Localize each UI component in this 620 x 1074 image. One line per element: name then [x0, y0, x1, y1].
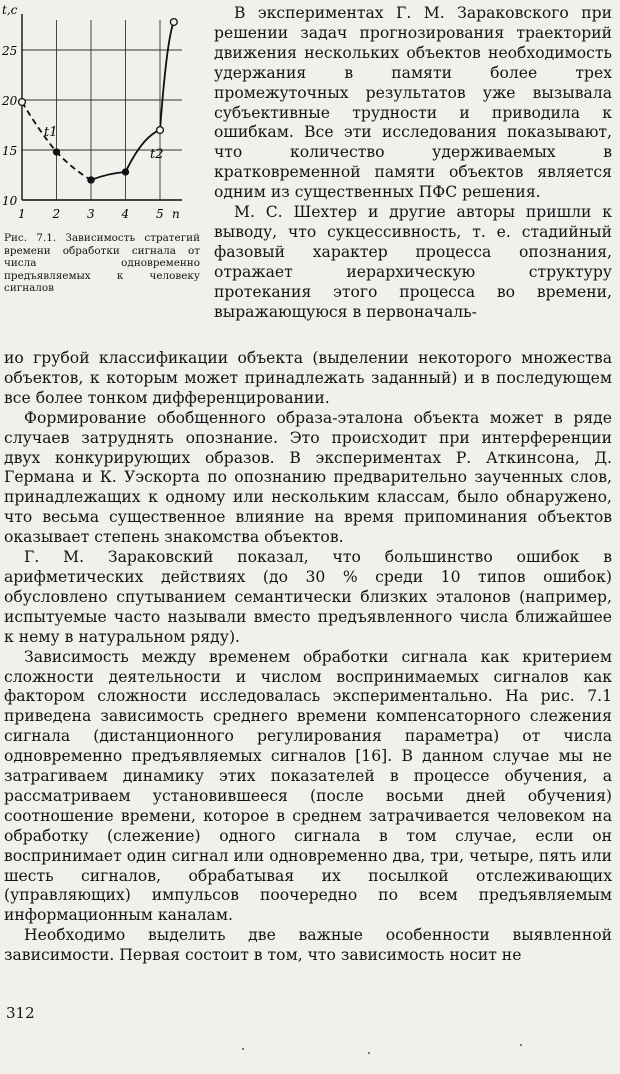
y-tick-label: 20	[2, 94, 18, 108]
curve-label-t1: t1	[44, 125, 58, 140]
curve-label-t2: t2	[150, 147, 164, 162]
scan-speck	[368, 1052, 370, 1054]
paragraph-zarakovsky: В экспериментах Г. М. Зараковского при решении задач прогнозирования траекторий движения нескольких объектов необходимость удержания в памяти более трех промежуточных результатов уже вызывала субъективные трудности и приводила к ошибкам. Все эти исследования показывают, что количество удерживаемых в кратковременной памяти объектов является одним из существенных ПФС решения.	[214, 4, 612, 202]
paragraph-signal-processing: Зависимость между временем обработки сигнала как критерием сложности деятельности и числом воспринимаемых сигналов как фактором сложности исследовалась экспериментально. На рис. 7.1 приведена зависимость среднего времени компенсаторного слежения сигнала (дистанционного регулирования параметра) от числа одновременно предъявляемых сигналов [16]. В данном случае мы не затрагиваем динамику этих показателей в процессе обучения, а рассматриваем установившееся (после восьми дней обучения) соотношение времени, которое в среднем затрачивается человеком на обработку (слежение) одного сигнала в том случае, если он воспринимает один сигнал или одновременно два, три, четыре, пять или шесть сигналов, обрабатывая их посылкой отслеживающих (управляющих) импульсов поочередно по всем предъявляемым информационным каналам.	[4, 647, 612, 925]
right-column-text	[214, 4, 612, 323]
line-chart	[0, 0, 200, 232]
x-tick-label: 3	[87, 207, 95, 221]
data-point-t1	[54, 149, 60, 155]
y-tick-label: 25	[2, 44, 18, 58]
x-tick-label: n	[172, 207, 180, 221]
scan-speck	[520, 1044, 522, 1046]
x-tick-label: 1	[18, 207, 26, 221]
paragraph-generalized-image: Формирование обобщенного образа-эталона объекта может в ряде случаев затруднять опознание. Это происходит при интерференции двух конкурирующих образов. В экспериментах Р. Аткинсона, Д. Германа и К. Уэскорта по опознанию предварительно заученных слов, принадлежащих к одному или нескольким классам, было обнаружено, что весьма существенное влияние на время припоминания объектов оказывает степень знакомства объектов.	[4, 408, 612, 547]
x-tick-label: 2	[52, 207, 61, 221]
chart-axes	[22, 14, 182, 200]
paragraph-shekhter: М. С. Шехтер и другие авторы пришли к выводу, что сукцессивность, т. е. стадийный фазовый характер процесса опознания, отражает иерархическую структуру протекания этого процесса во времени, выражающуюся в первоначаль-	[214, 203, 612, 321]
paragraph-arithmetic-errors: Г. М. Зараковский показал, что большинство ошибок в арифметических действиях (до 30 % среди 10 типов ошибок) обусловлено спутыванием семантически близких эталонов (например, испытуемые часто называли вместо предъявленного числа ближайшее к нему в натуральном ряду).	[4, 548, 612, 646]
y-axis-label: t,c	[2, 3, 18, 17]
data-point-t2	[123, 169, 129, 175]
paragraph-two-features: Необходимо выделить две важные особенности выявленной зависимости. Первая состоит в том, что зависимость носит не	[4, 926, 612, 965]
data-point-t2	[157, 127, 164, 134]
data-point-t1	[19, 99, 26, 106]
x-tick-label: 4	[121, 207, 130, 221]
figure-7-1	[0, 0, 200, 330]
paragraph-continuation: ио грубой классификации объекта (выделении некоторого множества объектов, к которым может принадлежать заданный) и в последующем все более тонком дифференцировании.	[4, 349, 612, 407]
chart-grid	[22, 20, 182, 200]
x-tick-label: 5	[156, 207, 164, 221]
chart-ticks	[1, 44, 180, 221]
main-text	[4, 349, 612, 966]
y-tick-label: 15	[2, 144, 18, 158]
y-tick-label: 10	[2, 194, 18, 208]
scan-speck	[242, 1048, 244, 1050]
data-point-t2	[88, 177, 94, 183]
page-number: 312	[6, 1004, 35, 1022]
data-point-t2	[170, 19, 177, 26]
figure-caption: Рис. 7.1. Зависимость стратегий времени обработки сигнала от числа одновременно предъявляемых к человеку сигналов	[4, 232, 200, 295]
